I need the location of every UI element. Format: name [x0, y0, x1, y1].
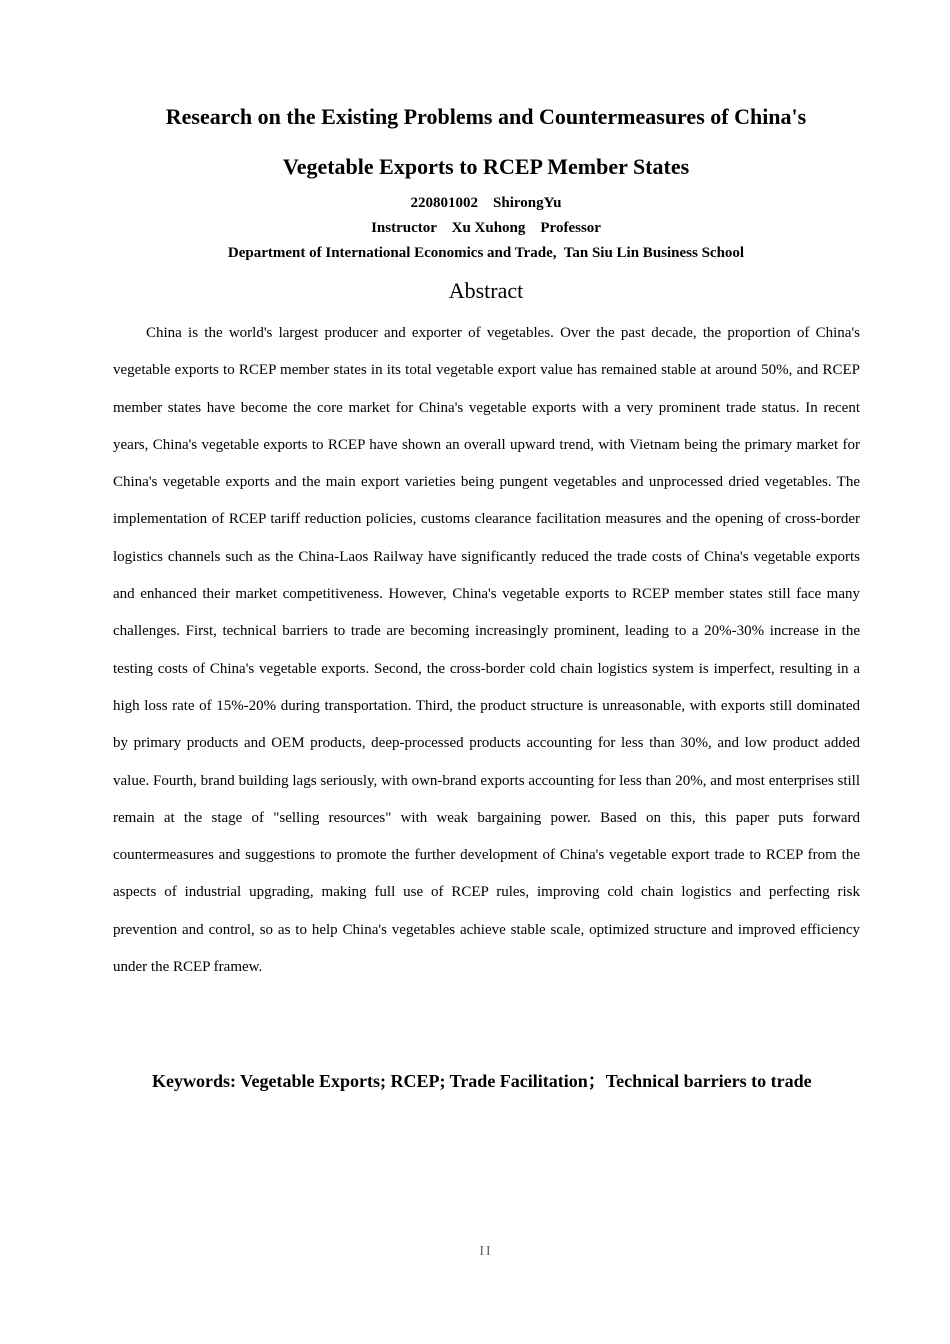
abstract-body: China is the world's largest producer and exporter of vegetables. Over the past decade, the proportion of China's vegetable exports to RCEP member states in its total vegetable export value has remained stable at around 50%, and RCEP member states have become the core market for China's vegetable exports with a very prominent trade status. In recent years, China's vegetable exports to RCEP have shown an overall upward trend, with Vietnam being the primary market for China's vegetable exports and the main export varieties being pungent vegetables and unprocessed dried vegetables. The implementation of RCEP tariff reduction policies, customs clearance facilitation measures and the opening of cross-border logistics channels such as the China-Laos Railway have significantly reduced the trade costs of China's vegetable exports and enhanced their market competitiveness. However, China's vegetable exports to RCEP member states still face many challenges. First, technical barriers to trade are becoming increasingly prominent, leading to a 20%-30% increase in the testing costs of China's vegetable exports. Second, the cross-border cold chain logistics system is imperfect, resulting in a high loss rate of 15%-20% during transportation. Third, the product structure is unreasonable, with exports still dominated by primary products and OEM products, deep-processed products accounting for less than 30%, and low product added value. Fourth, brand building lags seriously, with own-brand exports accounting for less than 20%, and most enterprises still remain at the stage of "selling resources" with weak bargaining power. Based on this, this paper puts forward countermeasures and suggestions to promote the further development of China's vegetable export trade to RCEP from the aspects of industrial upgrading, making full use of RCEP rules, improving cold chain logistics and perfecting risk prevention and control, so as to help China's vegetables achieve stable scale, optimized structure and improved efficiency under the RCEP framew. [113, 325, 860, 976]
keywords-line: Keywords: Vegetable Exports; RCEP; Trade Facilitation；Technical barriers to trade [152, 1071, 812, 1091]
page-number: II [479, 1244, 493, 1259]
paper-title-line-1: Research on the Existing Problems and Countermeasures of China's [165, 104, 807, 129]
author-line: 220801002 ShirongYu [410, 195, 562, 211]
department-line: Department of International Economics and Trade, Tan Siu Lin Business School [227, 245, 745, 261]
instructor-line: Instructor Xu Xuhong Professor [371, 220, 601, 236]
paper-title-line-2: Vegetable Exports to RCEP Member States [282, 154, 690, 179]
abstract-heading: Abstract [448, 278, 524, 303]
